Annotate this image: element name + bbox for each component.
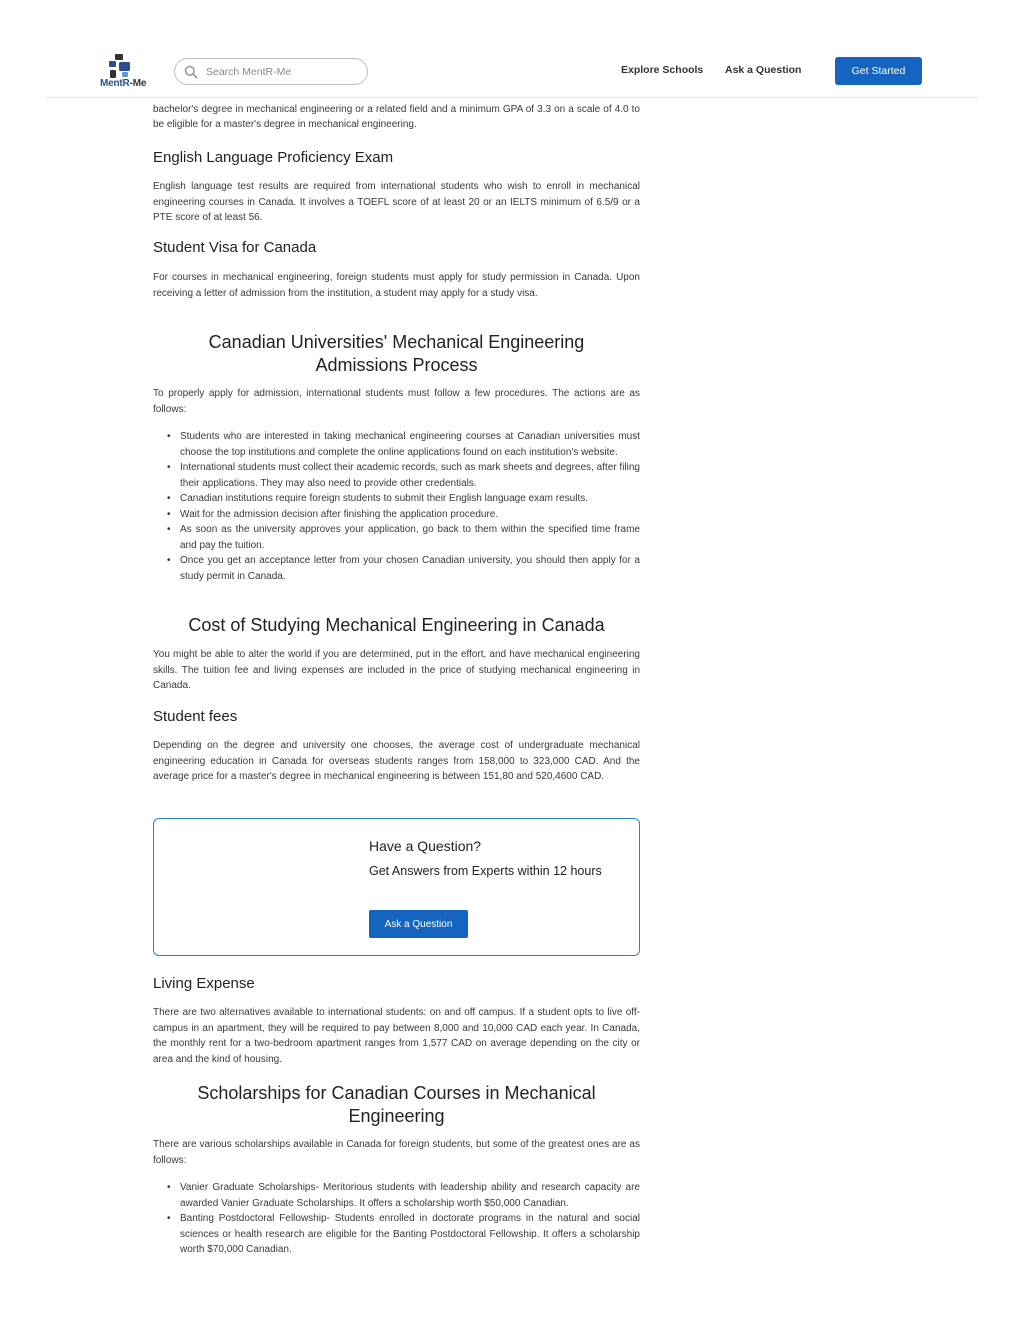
heading-admissions-line-2: Admissions Process xyxy=(315,355,478,375)
heading-english-proficiency: English Language Proficiency Exam xyxy=(153,149,394,166)
heading-scholarships-line-2: Engineering xyxy=(348,1106,445,1126)
heading-admissions-line-1: Canadian Universities' Mechanical Engineering xyxy=(208,332,585,352)
list-item: • Vanier Graduate Scholarships- Meritorious students with leadership ability and research capacity are awarded Vanier Graduate Scholarships. It offers a scholarship worth $50,000 Canadian. xyxy=(180,1180,640,1211)
heading-scholarships-line-1: Scholarships for Canadian Courses in Mechanical xyxy=(197,1083,596,1103)
mentor-logo-icon xyxy=(106,54,136,80)
list-item: • Canadian institutions require foreign students to submit their English language exam results. xyxy=(180,491,640,507)
nav-explore-schools[interactable]: Explore Schools xyxy=(621,64,704,76)
heading-living-expense: Living Expense xyxy=(153,975,255,992)
paragraph-scholarships-intro: There are various scholarships available in Canada for foreign students, but some of the greatest ones are as follows: xyxy=(153,1139,640,1166)
list-item: • International students must collect their academic records, such as mark sheets and degrees, after filing their applications. They may also need to provide other credentials. xyxy=(180,460,640,491)
question-card-subtitle: Get Answers from Experts within 12 hours xyxy=(369,864,602,878)
paragraph-cost-of-studying: You might be able to alter the world if you are determined, put in the effort, and have mechanical engineering skills. The tuition fee and living expenses are included in the price of studying mechanical engineering in Canada. xyxy=(153,649,640,691)
list-item: • Wait for the admission decision after finishing the application procedure. xyxy=(180,507,640,523)
admissions-steps-list xyxy=(180,429,640,584)
list-item: • Once you get an acceptance letter from your chosen Canadian university, you should then apply for a study permit in Canada. xyxy=(180,553,640,584)
site-header xyxy=(0,0,1024,98)
ask-question-card-button[interactable]: Ask a Question xyxy=(369,910,468,938)
paragraph-eligibility: bachelor's degree in mechanical engineering or a related field and a minimum GPA of 3.3 on a scale of 4.0 to be eligible for a master's degree in mechanical engineering. xyxy=(153,103,640,130)
paragraph-english-proficiency: English language test results are required from international students who wish to enroll in mechanical engineering courses in Canada. It involves a TOEFL score of at least 20 or an IELTS minimum of 6.5/9 or a PTE score of at least 56. xyxy=(153,181,640,223)
heading-cost-of-studying: Cost of Studying Mechanical Engineering in Canada xyxy=(188,615,605,635)
list-item: • Students who are interested in taking mechanical engineering courses at Canadian universities must choose the top institutions and complete the online applications found on each institution's website. xyxy=(180,429,640,460)
scholarships-list xyxy=(180,1180,640,1258)
list-item: • Banting Postdoctoral Fellowship- Students enrolled in doctorate programs in the natural and social sciences or health research are eligible for the Banting Postdoctoral Fellowship. It offers a scholarship worth $70,000 Canadian. xyxy=(180,1211,640,1258)
search-icon xyxy=(184,65,198,79)
header-divider xyxy=(46,97,978,98)
heading-scholarships xyxy=(153,1082,640,1128)
list-item: • As soon as the university approves your application, go back to them within the specified time frame and pay the tuition. xyxy=(180,522,640,553)
mentr-me-logo[interactable] xyxy=(100,54,156,92)
paragraph-student-visa: For courses in mechanical engineering, foreign students must apply for study permission in Canada. Upon receiving a letter of admission from the institution, a student may apply for a study visa. xyxy=(153,272,640,299)
search-input[interactable] xyxy=(204,65,358,79)
question-card-title: Have a Question? xyxy=(369,838,482,854)
logo-wordmark-main: MentR xyxy=(100,78,130,89)
get-started-button[interactable]: Get Started xyxy=(835,57,922,85)
paragraph-student-fees: Depending on the degree and university one chooses, the average cost of undergraduate mechanical engineering education in Canada for overseas students ranges from 158,000 to 323,000 CAD. And the average price for a master's degree in mechanical engineering is between 151,80 and 520,4600 CAD. xyxy=(153,740,640,782)
paragraph-living-expense: There are two alternatives available to international students: on and off campus. If a student opts to live off-campus in an apartment, they will be required to pay between 8,000 and 10,000 CAD each year. In Canada, the monthly rent for a two-bedroom apartment ranges from 1,577 CAD on average depending on the city or area and the kind of housing. xyxy=(153,1007,640,1065)
logo-wordmark-accent: -Me xyxy=(129,78,147,89)
search-bar[interactable] xyxy=(174,58,368,85)
ask-question-card xyxy=(153,818,640,956)
nav-ask-question[interactable]: Ask a Question xyxy=(725,64,802,76)
heading-admissions-process xyxy=(153,331,640,377)
heading-student-fees: Student fees xyxy=(153,708,238,725)
logo-wordmark xyxy=(100,78,146,89)
paragraph-admissions-intro: To properly apply for admission, international students must follow a few procedures. The actions are as follows: xyxy=(153,388,640,415)
heading-student-visa: Student Visa for Canada xyxy=(153,239,317,256)
